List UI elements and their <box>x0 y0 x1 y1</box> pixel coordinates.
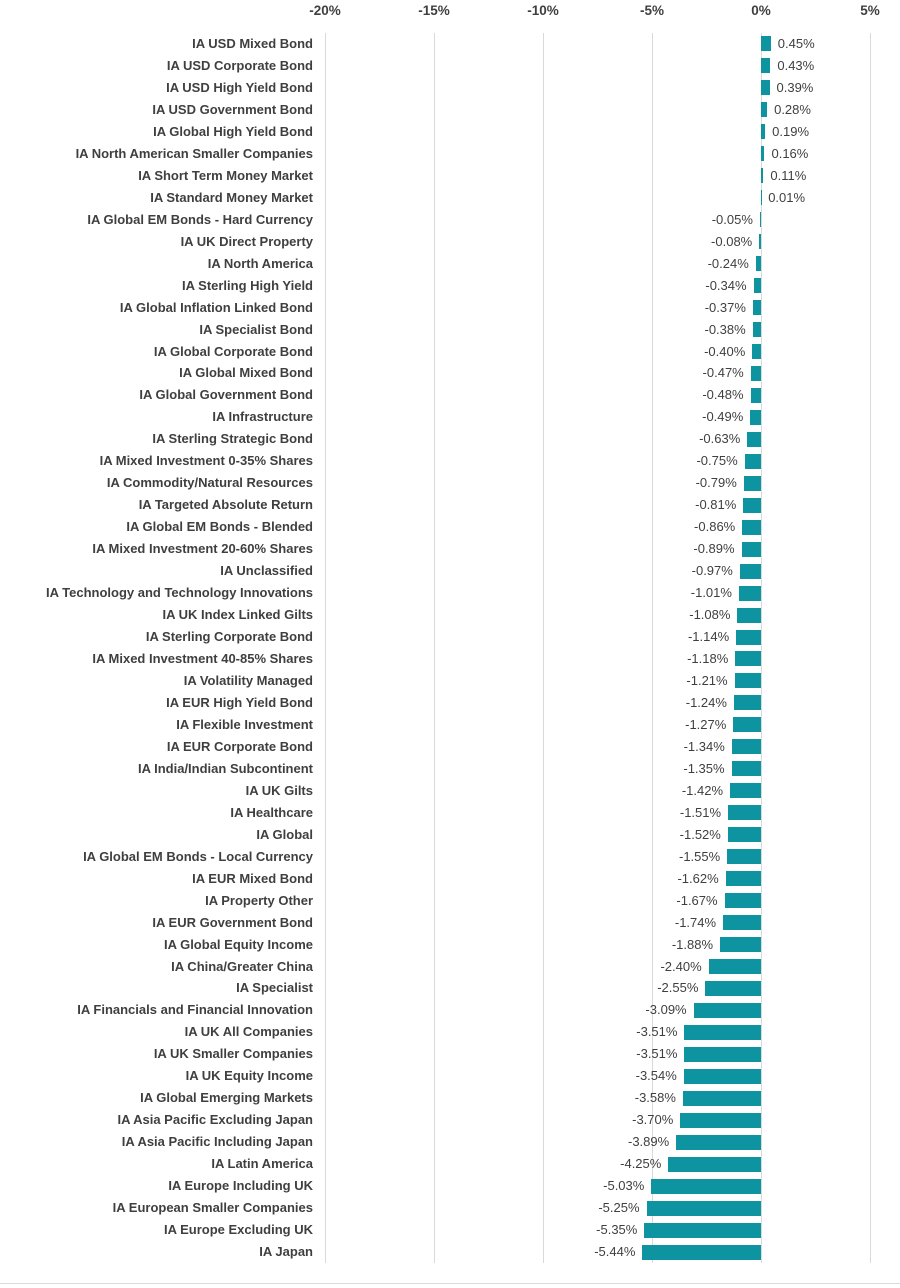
value-label: -3.89% <box>627 1134 670 1150</box>
bar <box>705 981 761 996</box>
value-label: -1.18% <box>687 651 729 666</box>
bar <box>723 915 761 930</box>
category-label: IA Global EM Bonds - Hard Currency <box>87 211 313 227</box>
bar <box>739 586 761 601</box>
category-label: IA EUR High Yield Bond <box>166 694 313 710</box>
value-label: -0.63% <box>699 431 741 447</box>
value-label: -5.44% <box>594 1244 636 1260</box>
category-label: IA UK All Companies <box>184 1024 313 1040</box>
bar <box>732 739 761 754</box>
bar <box>709 959 761 974</box>
value-label: -1.42% <box>681 782 724 798</box>
value-label: -2.55% <box>657 980 699 996</box>
axis-tick-label: 5% <box>860 3 880 18</box>
value-label: 0.11% <box>770 167 807 183</box>
category-label: IA Volatility Managed <box>183 672 313 688</box>
value-label: -1.24% <box>685 694 727 710</box>
value-label: -3.70% <box>632 1112 674 1128</box>
bar <box>761 168 763 183</box>
axis-tick-label: 0% <box>751 3 771 18</box>
category-label: IA Mixed Investment 0-35% Shares <box>99 453 313 469</box>
value-label: -1.62% <box>677 870 719 886</box>
category-label: IA Global High Yield Bond <box>153 123 313 139</box>
category-label: IA Short Term Money Market <box>138 167 313 183</box>
bar <box>744 476 761 491</box>
bar <box>752 344 761 359</box>
bar <box>668 1157 761 1172</box>
value-label: -0.40% <box>704 343 746 359</box>
bar <box>676 1135 761 1150</box>
category-label: IA UK Gilts <box>245 782 313 798</box>
category-label: IA Standard Money Market <box>150 189 313 205</box>
category-label: IA North America <box>207 255 313 271</box>
category-label: IA Europe Including UK <box>168 1178 313 1194</box>
value-label: 0.45% <box>777 36 815 51</box>
value-label: -0.48% <box>702 387 744 403</box>
value-label: -1.74% <box>674 914 717 930</box>
value-label: -5.03% <box>603 1178 645 1194</box>
value-label: -3.51% <box>636 1024 678 1040</box>
value-label: -1.51% <box>679 804 722 820</box>
value-label: -1.55% <box>679 848 721 864</box>
value-label: -0.08% <box>711 233 753 249</box>
category-label: IA Global <box>256 826 313 842</box>
gridline <box>325 33 326 1263</box>
category-label: IA USD Mixed Bond <box>192 36 313 51</box>
value-label: -0.49% <box>702 409 744 425</box>
value-label: -0.05% <box>711 211 753 227</box>
category-label: IA USD Corporate Bond <box>166 57 313 73</box>
bar <box>751 366 761 381</box>
gridline <box>761 33 762 1263</box>
category-label: IA Global EM Bonds - Local Currency <box>83 848 313 864</box>
value-label: 0.19% <box>772 123 810 139</box>
category-label: IA European Smaller Companies <box>112 1200 313 1216</box>
value-label: -2.40% <box>660 958 702 974</box>
category-label: IA USD High Yield Bond <box>166 79 313 95</box>
bar <box>751 388 761 403</box>
bar <box>747 432 761 447</box>
value-label: -3.09% <box>645 1002 687 1018</box>
category-label: IA India/Indian Subcontinent <box>137 760 313 776</box>
bar <box>734 695 761 710</box>
category-label: IA Unclassified <box>220 563 313 579</box>
value-label: -0.79% <box>695 475 737 491</box>
value-label: -0.37% <box>704 299 746 315</box>
value-label: -0.86% <box>694 519 736 535</box>
value-label: -0.34% <box>705 277 747 293</box>
value-label: -1.67% <box>676 892 718 908</box>
value-label: -3.51% <box>636 1046 678 1062</box>
value-label: 0.16% <box>771 145 809 161</box>
bar <box>761 124 765 139</box>
bar <box>761 36 771 51</box>
value-label: -0.24% <box>707 255 749 271</box>
value-label: -1.27% <box>685 716 727 732</box>
category-label: IA EUR Government Bond <box>152 914 313 930</box>
category-label: IA China/Greater China <box>171 958 313 974</box>
value-label: -1.08% <box>689 607 731 623</box>
category-label: IA Targeted Absolute Return <box>138 497 313 513</box>
bar <box>745 454 761 469</box>
category-label: IA USD Government Bond <box>152 101 313 117</box>
bar <box>651 1179 761 1194</box>
category-label: IA Global Mixed Bond <box>179 365 313 381</box>
bar <box>743 498 761 513</box>
category-label: IA UK Smaller Companies <box>153 1046 313 1062</box>
bar <box>728 827 761 842</box>
bar <box>742 542 761 557</box>
bar <box>761 80 770 95</box>
gridline <box>870 33 871 1263</box>
category-label: IA Specialist <box>236 980 313 996</box>
category-label: IA Global Equity Income <box>163 936 313 952</box>
gridline <box>434 33 435 1263</box>
value-label: -1.35% <box>683 760 725 776</box>
bar <box>732 761 761 776</box>
category-label: IA Global Corporate Bond <box>153 343 313 359</box>
bar <box>754 278 761 293</box>
bar <box>740 564 761 579</box>
bar <box>730 783 761 798</box>
axis-tick-label: -15% <box>418 3 450 18</box>
value-label: 0.43% <box>777 57 815 73</box>
bar <box>727 849 761 864</box>
category-label: IA EUR Corporate Bond <box>166 738 313 754</box>
category-label: IA Global Emerging Markets <box>140 1090 313 1106</box>
bar <box>742 520 761 535</box>
category-label: IA Commodity/Natural Resources <box>106 475 313 491</box>
bar <box>683 1091 761 1106</box>
axis-tick-label: -5% <box>639 3 665 18</box>
category-label: IA Technology and Technology Innovations <box>46 585 313 601</box>
axis-tick-label: -10% <box>527 3 559 18</box>
bar <box>680 1113 761 1128</box>
value-label: -1.01% <box>690 585 732 601</box>
category-label: IA UK Equity Income <box>185 1068 313 1084</box>
value-label: -4.25% <box>620 1156 662 1172</box>
bar <box>720 937 761 952</box>
bar <box>684 1069 761 1084</box>
value-label: -1.52% <box>679 826 721 842</box>
bar <box>736 630 761 645</box>
category-label: IA EUR Mixed Bond <box>192 870 313 886</box>
value-label: -3.54% <box>635 1068 677 1084</box>
bar <box>760 212 761 227</box>
value-label: -3.58% <box>634 1090 676 1106</box>
bar <box>725 893 761 908</box>
bar <box>733 717 761 732</box>
category-label: IA Mixed Investment 40-85% Shares <box>92 651 313 666</box>
category-label: IA Sterling Corporate Bond <box>145 629 313 645</box>
value-label: 0.39% <box>776 79 814 95</box>
category-label: IA North American Smaller Companies <box>75 145 313 161</box>
category-label: IA Sterling High Yield <box>182 277 313 293</box>
bar <box>684 1047 761 1062</box>
category-label: IA Infrastructure <box>212 409 313 425</box>
category-label: IA Asia Pacific Excluding Japan <box>117 1112 313 1128</box>
value-label: 0.28% <box>774 101 811 117</box>
axis-tick-label: -20% <box>309 3 341 18</box>
category-label: IA UK Index Linked Gilts <box>162 607 313 623</box>
value-label: -0.38% <box>704 321 746 337</box>
value-label: -1.88% <box>671 936 714 952</box>
category-label: IA Sterling Strategic Bond <box>152 431 313 447</box>
category-label: IA Flexible Investment <box>176 716 313 732</box>
category-label: IA Specialist Bond <box>199 321 313 337</box>
category-label: IA UK Direct Property <box>180 233 313 249</box>
bar <box>642 1245 761 1260</box>
value-label: -5.35% <box>596 1222 638 1238</box>
value-label: -1.14% <box>687 629 730 645</box>
bar <box>750 410 761 425</box>
bar <box>735 673 761 688</box>
category-label: IA Asia Pacific Including Japan <box>121 1134 313 1150</box>
bar <box>756 256 761 271</box>
value-label: -0.81% <box>695 497 737 513</box>
bar <box>753 322 761 337</box>
bar <box>684 1025 761 1040</box>
bar <box>737 608 761 623</box>
bar <box>647 1201 761 1216</box>
category-label: IA Global EM Bonds - Blended <box>126 519 313 535</box>
bottom-border <box>0 1283 900 1284</box>
value-label: -0.47% <box>702 365 744 381</box>
bar <box>726 871 761 886</box>
category-label: IA Financials and Financial Innovation <box>77 1002 313 1018</box>
category-label: IA Latin America <box>211 1156 313 1172</box>
bar <box>753 300 761 315</box>
value-label: -0.97% <box>691 563 733 579</box>
category-label: IA Japan <box>259 1244 313 1260</box>
gridline <box>543 33 544 1263</box>
bar <box>759 234 761 249</box>
bar <box>761 102 767 117</box>
category-label: IA Global Government Bond <box>139 387 313 403</box>
value-label: -1.21% <box>686 672 728 688</box>
value-label: -5.25% <box>598 1200 640 1216</box>
category-label: IA Healthcare <box>230 804 313 820</box>
bar <box>728 805 761 820</box>
category-label: IA Mixed Investment 20-60% Shares <box>92 541 313 557</box>
value-label: -0.89% <box>693 541 735 557</box>
bar <box>644 1223 761 1238</box>
bar <box>735 651 761 666</box>
category-label: IA Europe Excluding UK <box>163 1222 313 1238</box>
bar <box>761 58 770 73</box>
category-label: IA Global Inflation Linked Bond <box>119 299 313 315</box>
value-label: -1.34% <box>683 738 725 754</box>
bar <box>694 1003 761 1018</box>
value-label: 0.01% <box>768 189 806 205</box>
bar <box>761 146 764 161</box>
category-label: IA Property Other <box>205 892 313 908</box>
value-label: -0.75% <box>696 453 738 469</box>
